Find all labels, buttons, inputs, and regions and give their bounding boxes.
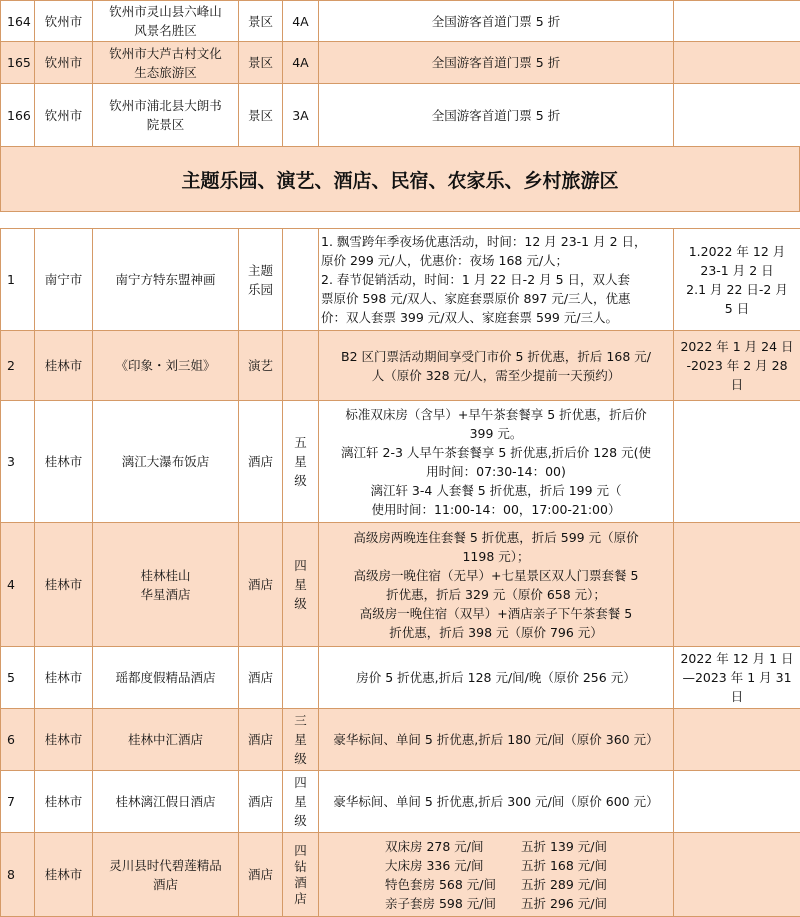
table-row — [1, 331, 800, 401]
venue-name-cell: 桂林中汇酒店 — [93, 709, 239, 771]
period-cell: 2022 年 12 月 1 日 —2023 年 1 月 31 日 — [674, 647, 800, 709]
row-number: 3 — [1, 401, 35, 523]
offer-cell: 全国游客首道门票 5 折 — [319, 84, 674, 147]
period-cell: 1.2022 年 12 月 23-1 月 2 日 2.1 月 22 日-2 月 5 日 — [674, 229, 800, 331]
city-cell: 桂林市 — [35, 833, 93, 917]
type-cell: 酒店 — [239, 401, 283, 523]
row-number: 165 — [1, 42, 35, 84]
table-row — [1, 833, 800, 917]
offer-cell: 全国游客首道门票 5 折 — [319, 42, 674, 84]
type-cell: 酒店 — [239, 647, 283, 709]
venue-name-cell: 桂林桂山 华星酒店 — [93, 523, 239, 647]
type-cell: 景区 — [239, 84, 283, 147]
row-number: 4 — [1, 523, 35, 647]
row-number: 7 — [1, 771, 35, 833]
period-cell — [674, 833, 800, 917]
venue-name-cell: 钦州市灵山县六峰山 风景名胜区 — [93, 1, 239, 42]
venue-name-cell: 瑶都度假精品酒店 — [93, 647, 239, 709]
row-number: 6 — [1, 709, 35, 771]
offer-cell: 双床房 278 元/间 五折 139 元/间 大床房 336 元/间 五折 168 元/间 特色套房 568 元/间 五折 289 元/间 亲子套房 598 元/间 五折 296 元/间 — [319, 833, 674, 917]
table-row — [1, 523, 800, 647]
level-cell — [283, 647, 319, 709]
level-cell: 3A — [283, 84, 319, 147]
venue-name-cell: 桂林漓江假日酒店 — [93, 771, 239, 833]
venue-name-cell: 钦州市大芦古村文化 生态旅游区 — [93, 42, 239, 84]
offer-cell: 豪华标间、单间 5 折优惠,折后 180 元/间（原价 360 元） — [319, 709, 674, 771]
city-cell: 钦州市 — [35, 1, 93, 42]
type-cell: 主题 乐园 — [239, 229, 283, 331]
offer-cell: 高级房两晚连住套餐 5 折优惠，折后 599 元（原价 1198 元）； 高级房一晚住宿（无早）+七星景区双人门票套餐 5 折优惠，折后 329 元（原价 658 元）； 高级房一晚住宿（双早）+酒店亲子下午茶套餐 5 折优惠，折后 398 元（原价 796 元） — [319, 523, 674, 647]
table-row — [1, 401, 800, 523]
type-cell: 酒店 — [239, 709, 283, 771]
period-cell — [674, 523, 800, 647]
level-cell: 四 星 级 — [283, 523, 319, 647]
row-number: 2 — [1, 331, 35, 401]
row-number: 166 — [1, 84, 35, 147]
venue-name-cell: 南宁方特东盟神画 — [93, 229, 239, 331]
offer-cell: B2 区门票活动期间享受门市价 5 折优惠，折后 168 元/ 人（原价 328 元/人，需至少提前一天预约） — [319, 331, 674, 401]
type-cell: 景区 — [239, 42, 283, 84]
venue-name-cell: 漓江大瀑布饭店 — [93, 401, 239, 523]
period-cell — [674, 1, 800, 42]
period-cell — [674, 771, 800, 833]
city-cell: 桂林市 — [35, 401, 93, 523]
offer-cell: 全国游客首道门票 5 折 — [319, 1, 674, 42]
type-cell: 酒店 — [239, 523, 283, 647]
period-cell — [674, 84, 800, 147]
venue-name-cell: 灵川县时代碧莲精品 酒店 — [93, 833, 239, 917]
type-cell: 演艺 — [239, 331, 283, 401]
city-cell: 南宁市 — [35, 229, 93, 331]
table-row — [1, 42, 800, 84]
level-cell — [283, 229, 319, 331]
city-cell: 钦州市 — [35, 84, 93, 147]
level-cell: 四 星 级 — [283, 771, 319, 833]
offer-cell: 标准双床房（含早）+早午茶套餐享 5 折优惠，折后价 399 元。 漓江轩 2-3 人早午茶套餐享 5 折优惠,折后价 128 元(使 用时间：07:30-14：00) 漓江轩 3-4 人套餐 5 折优惠，折后 199 元（ 使用时间：11:00-14：00，17:00-21:00） — [319, 401, 674, 523]
table-row — [1, 709, 800, 771]
offer-cell: 1. 飘雪跨年季夜场优惠活动，时间：12 月 23-1 月 2 日， 原价 299 元/人，优惠价：夜场 168 元/人； 2. 春节促销活动，时间：1 月 22 日-2 月 5 日，双人套 票原价 598 元/双人、家庭套票原价 897 元/三人，优惠 价：双人套票 399 元/双人、家庭套票 599 元/三人。 — [319, 229, 674, 331]
venue-name-cell: 《印象・刘三姐》 — [93, 331, 239, 401]
venues-table — [0, 228, 800, 917]
city-cell: 钦州市 — [35, 42, 93, 84]
city-cell: 桂林市 — [35, 331, 93, 401]
venue-name-cell: 钦州市浦北县大朗书 院景区 — [93, 84, 239, 147]
offer-cell: 房价 5 折优惠,折后 128 元/间/晚（原价 256 元） — [319, 647, 674, 709]
offer-cell: 豪华标间、单间 5 折优惠,折后 300 元/间（原价 600 元） — [319, 771, 674, 833]
level-cell: 4A — [283, 1, 319, 42]
period-cell — [674, 401, 800, 523]
city-cell: 桂林市 — [35, 709, 93, 771]
level-cell: 五 星 级 — [283, 401, 319, 523]
level-cell: 四 钻 酒 店 — [283, 833, 319, 917]
level-cell: 4A — [283, 42, 319, 84]
city-cell: 桂林市 — [35, 771, 93, 833]
row-number: 164 — [1, 1, 35, 42]
section-heading: 主题乐园、演艺、酒店、民宿、农家乐、乡村旅游区 — [0, 146, 800, 212]
city-cell: 桂林市 — [35, 647, 93, 709]
level-cell — [283, 331, 319, 401]
row-number: 8 — [1, 833, 35, 917]
period-cell — [674, 42, 800, 84]
city-cell: 桂林市 — [35, 523, 93, 647]
type-cell: 酒店 — [239, 771, 283, 833]
period-cell — [674, 709, 800, 771]
table-row — [1, 771, 800, 833]
attractions-table-top — [0, 0, 800, 147]
row-number: 1 — [1, 229, 35, 331]
table-row — [1, 229, 800, 331]
table-row — [1, 647, 800, 709]
table-row — [1, 1, 800, 42]
period-cell: 2022 年 1 月 24 日 -2023 年 2 月 28 日 — [674, 331, 800, 401]
level-cell: 三 星 级 — [283, 709, 319, 771]
type-cell: 酒店 — [239, 833, 283, 917]
table-row — [1, 84, 800, 147]
row-number: 5 — [1, 647, 35, 709]
type-cell: 景区 — [239, 1, 283, 42]
